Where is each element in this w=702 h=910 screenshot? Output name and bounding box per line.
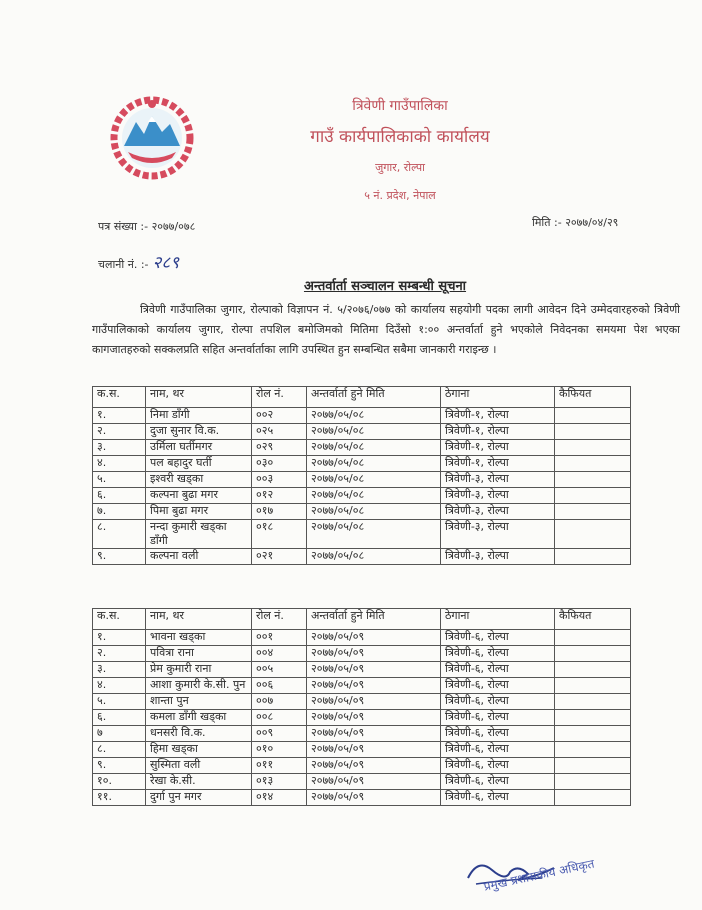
- table-cell: [555, 678, 631, 694]
- table-cell: ००९: [252, 726, 307, 742]
- table-cell: [555, 630, 631, 646]
- table-cell: २०७७/०५/०८: [307, 504, 441, 520]
- table-cell: पवित्रा राना: [146, 646, 252, 662]
- table-cell: [555, 774, 631, 790]
- table-cell: ११.: [93, 790, 146, 806]
- table-cell: ५.: [93, 694, 146, 710]
- table-cell: त्रिवेणी-६, रोल्पा: [441, 662, 555, 678]
- table-row: [93, 520, 631, 549]
- table-cell: आशा कुमारी के.सी. पुन: [146, 678, 252, 694]
- office-subtitle: गाउँ कार्यपालिकाको कार्यालय: [310, 127, 490, 147]
- table-cell: इश्वरी खड्का: [146, 472, 252, 488]
- table-cell: प्रेम कुमारी राना: [146, 662, 252, 678]
- table-cell: [555, 472, 631, 488]
- table-cell: दुजा सुनार वि.क.: [146, 424, 252, 440]
- table-cell: [555, 456, 631, 472]
- table-cell: ०२१: [252, 549, 307, 565]
- table-cell: [555, 488, 631, 504]
- column-header: अन्तर्वार्ता हुने मिति: [307, 609, 441, 630]
- table-cell: २०७७/०५/०९: [307, 710, 441, 726]
- notice-subject: अन्तर्वार्ता सञ्चालन सम्बन्धी सूचना: [303, 279, 467, 294]
- table-cell: ९.: [93, 758, 146, 774]
- table-cell: [555, 742, 631, 758]
- table-cell: २०७७/०५/०८: [307, 456, 441, 472]
- notice-body: त्रिवेणी गाउँपालिका जुगार, रोल्पाको विज्ञापन नं. ५/२०७६/०७७ को कार्यालय सहयोगी पदका लागी आवेदन दिने उम्मेदवारहरुको त्रिवेणी गाउँपालिकाको कार्यालय जुगार, रोल्पा तपशिल बमोजिमको मितिमा दिउँसो १:०० अन्तर्वार्ता हुने भएकोले निवेदनका समयमा पेश भएका कागजातहरुको सक्कलप्रति सहित अन्तर्वार्ताका लागि उपस्थित हुन सम्बन्धित सबैमा जानकारी गराइन्छ ।: [92, 303, 680, 356]
- table-cell: ०२५: [252, 424, 307, 440]
- interview-table-2: [92, 608, 631, 806]
- table-cell: २.: [93, 646, 146, 662]
- table-cell: ००४: [252, 646, 307, 662]
- table-row: [93, 742, 631, 758]
- table-cell: त्रिवेणी-१, रोल्पा: [441, 440, 555, 456]
- column-header: रोल नं.: [252, 609, 307, 630]
- table-cell: ००१: [252, 630, 307, 646]
- table-cell: ४.: [93, 678, 146, 694]
- table-cell: त्रिवेणी-१, रोल्पा: [441, 456, 555, 472]
- table-cell: सुस्मिता वली: [146, 758, 252, 774]
- table-row: [93, 726, 631, 742]
- table-cell: त्रिवेणी-६, रोल्पा: [441, 646, 555, 662]
- table-row: [93, 790, 631, 806]
- table-cell: त्रिवेणी-३, रोल्पा: [441, 504, 555, 520]
- table-cell: २०७७/०५/०९: [307, 678, 441, 694]
- table-cell: कल्पना वली: [146, 549, 252, 565]
- table-row: [93, 694, 631, 710]
- table-cell: [555, 424, 631, 440]
- column-header: क.स.: [93, 387, 146, 408]
- table-cell: २०७७/०५/०८: [307, 472, 441, 488]
- table-cell: ७.: [93, 504, 146, 520]
- table-cell: दुर्गा पुन मगर: [146, 790, 252, 806]
- table-cell: त्रिवेणी-६, रोल्पा: [441, 774, 555, 790]
- table-cell: ५.: [93, 472, 146, 488]
- table-cell: त्रिवेणी-६, रोल्पा: [441, 758, 555, 774]
- table-cell: ०१४: [252, 790, 307, 806]
- table-cell: त्रिवेणी-६, रोल्पा: [441, 678, 555, 694]
- table-cell: २०७७/०५/०९: [307, 758, 441, 774]
- table-cell: २०७७/०५/०८: [307, 520, 441, 549]
- table-cell: त्रिवेणी-६, रोल्पा: [441, 790, 555, 806]
- table-row: [93, 504, 631, 520]
- table-cell: [555, 790, 631, 806]
- dispatch-value: २८९: [152, 253, 180, 273]
- table-cell: त्रिवेणी-६, रोल्पा: [441, 630, 555, 646]
- interview-table-1: [92, 386, 631, 565]
- column-header: कैफियत: [555, 609, 631, 630]
- table-row: [93, 456, 631, 472]
- table-cell: [555, 726, 631, 742]
- table-cell: ७: [93, 726, 146, 742]
- table-cell: [555, 758, 631, 774]
- table-cell: १.: [93, 408, 146, 424]
- table-cell: ३.: [93, 440, 146, 456]
- table-cell: १.: [93, 630, 146, 646]
- table-cell: शान्ता पुन: [146, 694, 252, 710]
- table-cell: रेखा के.सी.: [146, 774, 252, 790]
- table-cell: २०७७/०५/०९: [307, 790, 441, 806]
- table-cell: २०७७/०५/०८: [307, 424, 441, 440]
- table-row: [93, 774, 631, 790]
- table-cell: [555, 710, 631, 726]
- table-cell: त्रिवेणी-३, रोल्पा: [441, 488, 555, 504]
- table-cell: त्रिवेणी-३, रोल्पा: [441, 520, 555, 549]
- table-row: [93, 472, 631, 488]
- table-cell: नन्दा कुमारी खड्का डाँगी: [146, 520, 252, 549]
- table-cell: ००२: [252, 408, 307, 424]
- table-cell: [555, 662, 631, 678]
- table-cell: [555, 408, 631, 424]
- nepal-emblem-icon: [108, 92, 196, 180]
- table-cell: ८.: [93, 520, 146, 549]
- table-cell: २०७७/०५/०८: [307, 440, 441, 456]
- office-province: ५ नं. प्रदेश, नेपाल: [364, 189, 436, 202]
- table-row: [93, 646, 631, 662]
- table-cell: पिमा बुढा मगर: [146, 504, 252, 520]
- table-row: [93, 662, 631, 678]
- table-cell: त्रिवेणी-६, रोल्पा: [441, 694, 555, 710]
- table-cell: ०१२: [252, 488, 307, 504]
- official-stamp: प्रमुख प्रशासकीय अधिकृत: [482, 856, 596, 894]
- table-header-row: [93, 609, 631, 630]
- table-cell: ०२९: [252, 440, 307, 456]
- table-row: [93, 424, 631, 440]
- column-header: रोल नं.: [252, 387, 307, 408]
- table-cell: [555, 504, 631, 520]
- table-cell: २०७७/०५/०८: [307, 549, 441, 565]
- table-cell: ०१७: [252, 504, 307, 520]
- table-cell: निमा डाँगी: [146, 408, 252, 424]
- table-cell: २०७७/०५/०९: [307, 726, 441, 742]
- column-header: नाम, थर: [146, 387, 252, 408]
- table-row: [93, 549, 631, 565]
- table-cell: ००८: [252, 710, 307, 726]
- table-cell: त्रिवेणी-३, रोल्पा: [441, 549, 555, 565]
- table-cell: २०७७/०५/०९: [307, 646, 441, 662]
- table-row: [93, 488, 631, 504]
- table-cell: पल बहादुर घर्ती: [146, 456, 252, 472]
- table-cell: ०३०: [252, 456, 307, 472]
- table-cell: ६.: [93, 710, 146, 726]
- table-cell: ९.: [93, 549, 146, 565]
- table-cell: ६.: [93, 488, 146, 504]
- table-cell: २०७७/०५/०८: [307, 408, 441, 424]
- office-name: त्रिवेणी गाउँपालिका: [352, 98, 448, 114]
- table-cell: ८.: [93, 742, 146, 758]
- table-cell: त्रिवेणी-३, रोल्पा: [441, 472, 555, 488]
- table-cell: कल्पना बुढा मगर: [146, 488, 252, 504]
- table-cell: त्रिवेणी-६, रोल्पा: [441, 742, 555, 758]
- table-row: [93, 630, 631, 646]
- table-cell: ३.: [93, 662, 146, 678]
- table-cell: त्रिवेणी-१, रोल्पा: [441, 408, 555, 424]
- table-cell: [555, 440, 631, 456]
- table-header-row: [93, 387, 631, 408]
- table-cell: [555, 646, 631, 662]
- office-location: जुगार, रोल्पा: [375, 161, 425, 174]
- table-cell: भावना खड्का: [146, 630, 252, 646]
- column-header: अन्तर्वार्ता हुने मिति: [307, 387, 441, 408]
- column-header: क.स.: [93, 609, 146, 630]
- table-cell: [555, 694, 631, 710]
- table-cell: ४.: [93, 456, 146, 472]
- letter-date: मिति :- २०७७/०४/२९: [532, 216, 619, 229]
- table-cell: कमला डाँगी खड्का: [146, 710, 252, 726]
- table-row: [93, 440, 631, 456]
- table-cell: ००५: [252, 662, 307, 678]
- table-cell: २०७७/०५/०८: [307, 488, 441, 504]
- column-header: ठेगाना: [441, 609, 555, 630]
- column-header: कैफियत: [555, 387, 631, 408]
- table-cell: त्रिवेणी-१, रोल्पा: [441, 424, 555, 440]
- table-row: [93, 710, 631, 726]
- dispatch-number: [98, 250, 179, 273]
- table-cell: [555, 549, 631, 565]
- table-cell: त्रिवेणी-६, रोल्पा: [441, 710, 555, 726]
- table-cell: उर्मिला घर्तीमगर: [146, 440, 252, 456]
- table-row: [93, 758, 631, 774]
- table-cell: ००७: [252, 694, 307, 710]
- column-header: ठेगाना: [441, 387, 555, 408]
- table-cell: २०७७/०५/०९: [307, 742, 441, 758]
- table-cell: ०१०: [252, 742, 307, 758]
- table-cell: त्रिवेणी-६, रोल्पा: [441, 726, 555, 742]
- table-cell: २.: [93, 424, 146, 440]
- table-cell: २०७७/०५/०९: [307, 694, 441, 710]
- table-cell: २०७७/०५/०९: [307, 662, 441, 678]
- table-row: [93, 408, 631, 424]
- table-cell: २०७७/०५/०९: [307, 774, 441, 790]
- table-cell: १०.: [93, 774, 146, 790]
- dispatch-label: चलानी नं. :-: [98, 258, 149, 271]
- table-cell: ०१८: [252, 520, 307, 549]
- column-header: नाम, थर: [146, 609, 252, 630]
- table-cell: हिमा खड्का: [146, 742, 252, 758]
- table-cell: २०७७/०५/०९: [307, 630, 441, 646]
- table-cell: ०११: [252, 758, 307, 774]
- table-row: [93, 678, 631, 694]
- table-cell: ००६: [252, 678, 307, 694]
- table-cell: ००३: [252, 472, 307, 488]
- table-cell: ०१३: [252, 774, 307, 790]
- table-cell: धनसरी वि.क.: [146, 726, 252, 742]
- letter-number: पत्र संख्या :- २०७७/०७८: [98, 220, 196, 233]
- table-cell: [555, 520, 631, 549]
